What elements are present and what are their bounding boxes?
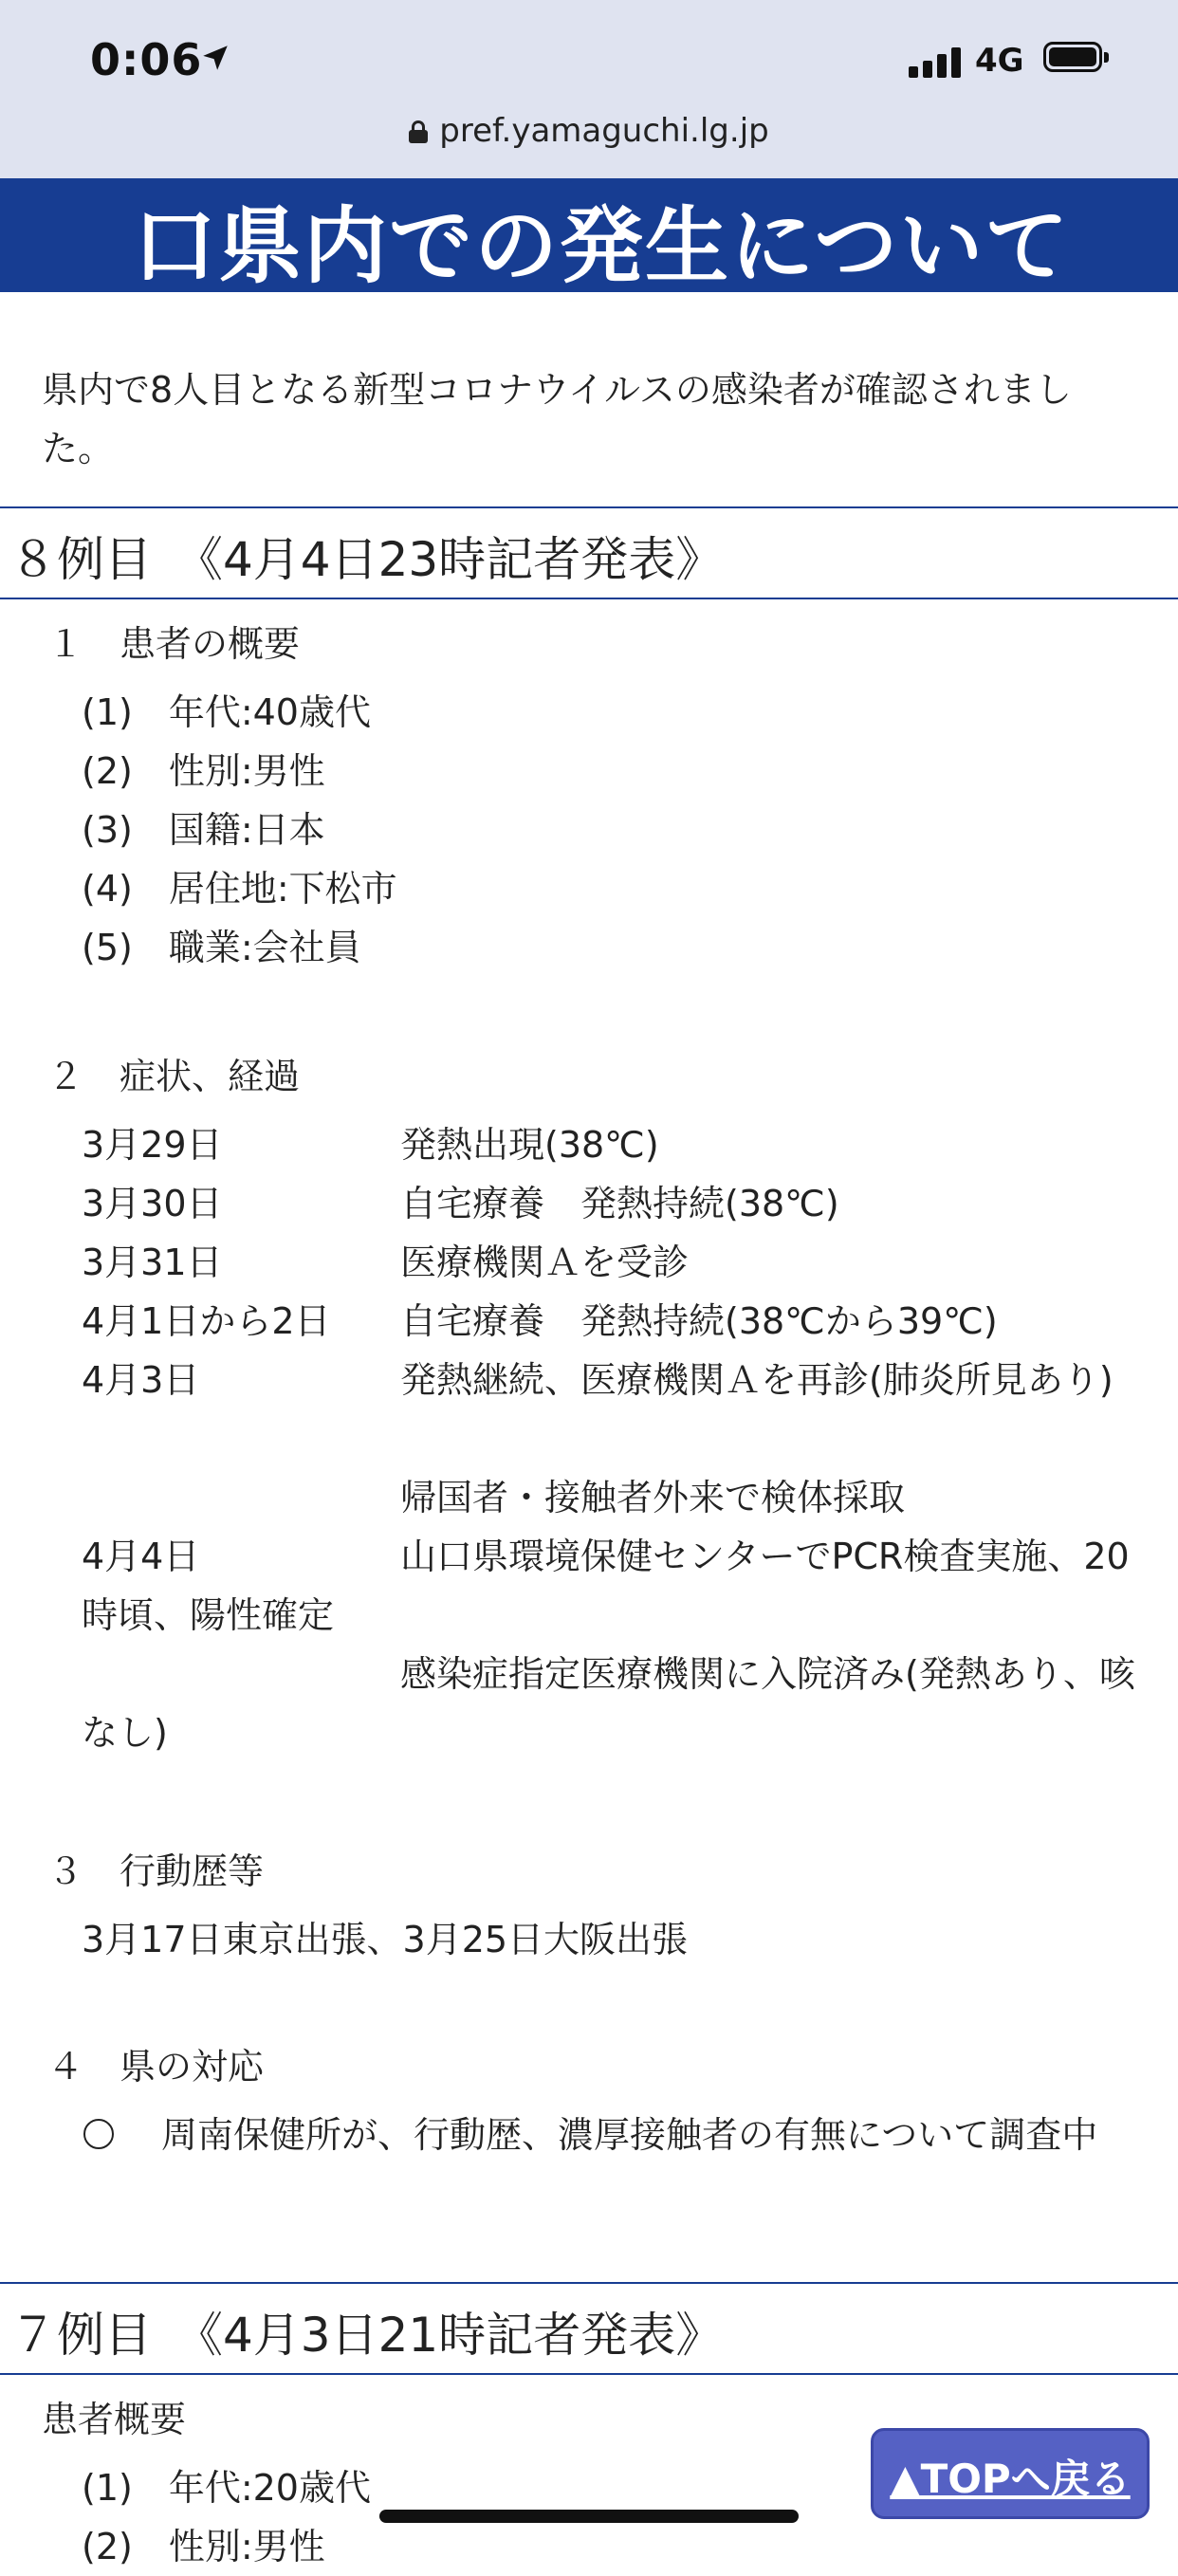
case8-profile-item: (2) 性別:男性 [82, 750, 325, 792]
case8-travel-history: 3月17日東京出張、3月25日大阪出張 [82, 1919, 689, 1960]
timeline-event: 山口県環境保健センターでPCR検査実施、20時頃、陽性確定 [82, 1536, 1130, 1636]
case8-section1-title: １ 患者の概要 [47, 623, 301, 665]
case7-heading-text: ７例目 《4月3日21時記者発表》 [9, 2308, 724, 2363]
home-indicator[interactable] [379, 2510, 799, 2523]
timeline-date: 3月31日 [82, 1242, 223, 1283]
case7-profile-item: (2) 性別:男性 [82, 2526, 325, 2567]
lock-icon [409, 120, 428, 143]
timeline-event: 発熱継続、医療機関Ａを再診(肺炎所見あり) [400, 1359, 1114, 1401]
address-bar[interactable] [0, 112, 1178, 150]
case8-profile-item: (3) 国籍:日本 [82, 809, 325, 851]
case8-profile-item: (4) 居住地:下松市 [82, 868, 397, 910]
timeline-date: 4月4日 [82, 1536, 200, 1577]
intro-text: 県内で8人目となる新型コロナウイルスの感染者が確認されました。 [42, 369, 1072, 469]
timeline-date: 4月1日から2日 [82, 1300, 331, 1342]
case8-section2-title: ２ 症状、経過 [47, 1056, 301, 1097]
case7-heading [0, 2282, 1178, 2375]
timeline-date: 3月30日 [82, 1183, 223, 1224]
page-title: 口県内での発生について [133, 197, 1071, 292]
page-banner [0, 178, 1178, 292]
case8-section4-title: ４ 県の対応 [47, 2046, 265, 2088]
case8-section3-title: ３ 行動歴等 [47, 1850, 265, 1892]
network-type: 4G [975, 42, 1024, 80]
back-to-top-label: ▲TOPへ戻る [890, 2456, 1131, 2502]
battery-icon [1043, 42, 1110, 76]
back-to-top-button[interactable] [871, 2428, 1150, 2519]
cellular-signal-icon [909, 46, 962, 78]
case8-heading-text: ８例目 《4月4日23時記者発表》 [9, 532, 724, 587]
timeline-event: 発熱出現(38℃) [400, 1124, 659, 1166]
timeline-event: 自宅療養 発熱持続(38℃) [400, 1183, 839, 1224]
case8-heading [0, 506, 1178, 599]
url-domain: pref.yamaguchi.lg.jp [439, 112, 769, 150]
case8-profile-item: (5) 職業:会社員 [82, 927, 361, 968]
clock: 0:06 [90, 34, 203, 85]
timeline-date: 4月3日 [82, 1359, 200, 1401]
case8-response-text: 周南保健所が、行動歴、濃厚接触者の有無について調査中 [161, 2114, 1098, 2156]
timeline-event: 自宅療養 発熱持続(38℃から39℃) [400, 1300, 998, 1342]
timeline-date: 3月29日 [82, 1124, 223, 1166]
status-bar [0, 0, 1178, 178]
timeline-event: 感染症指定医療機関に入院済み(発熱あり、咳なし) [82, 1653, 1135, 1754]
location-arrow-icon [199, 42, 231, 74]
timeline-event: 医療機関Ａを受診 [400, 1242, 690, 1283]
timeline-event: 帰国者・接触者外来で検体採取 [400, 1477, 906, 1518]
case7-section1-title: 患者概要 [42, 2399, 187, 2440]
case7-profile-item: (1) 年代:20歳代 [82, 2467, 371, 2509]
case8-profile-item: (1) 年代:40歳代 [82, 691, 371, 733]
